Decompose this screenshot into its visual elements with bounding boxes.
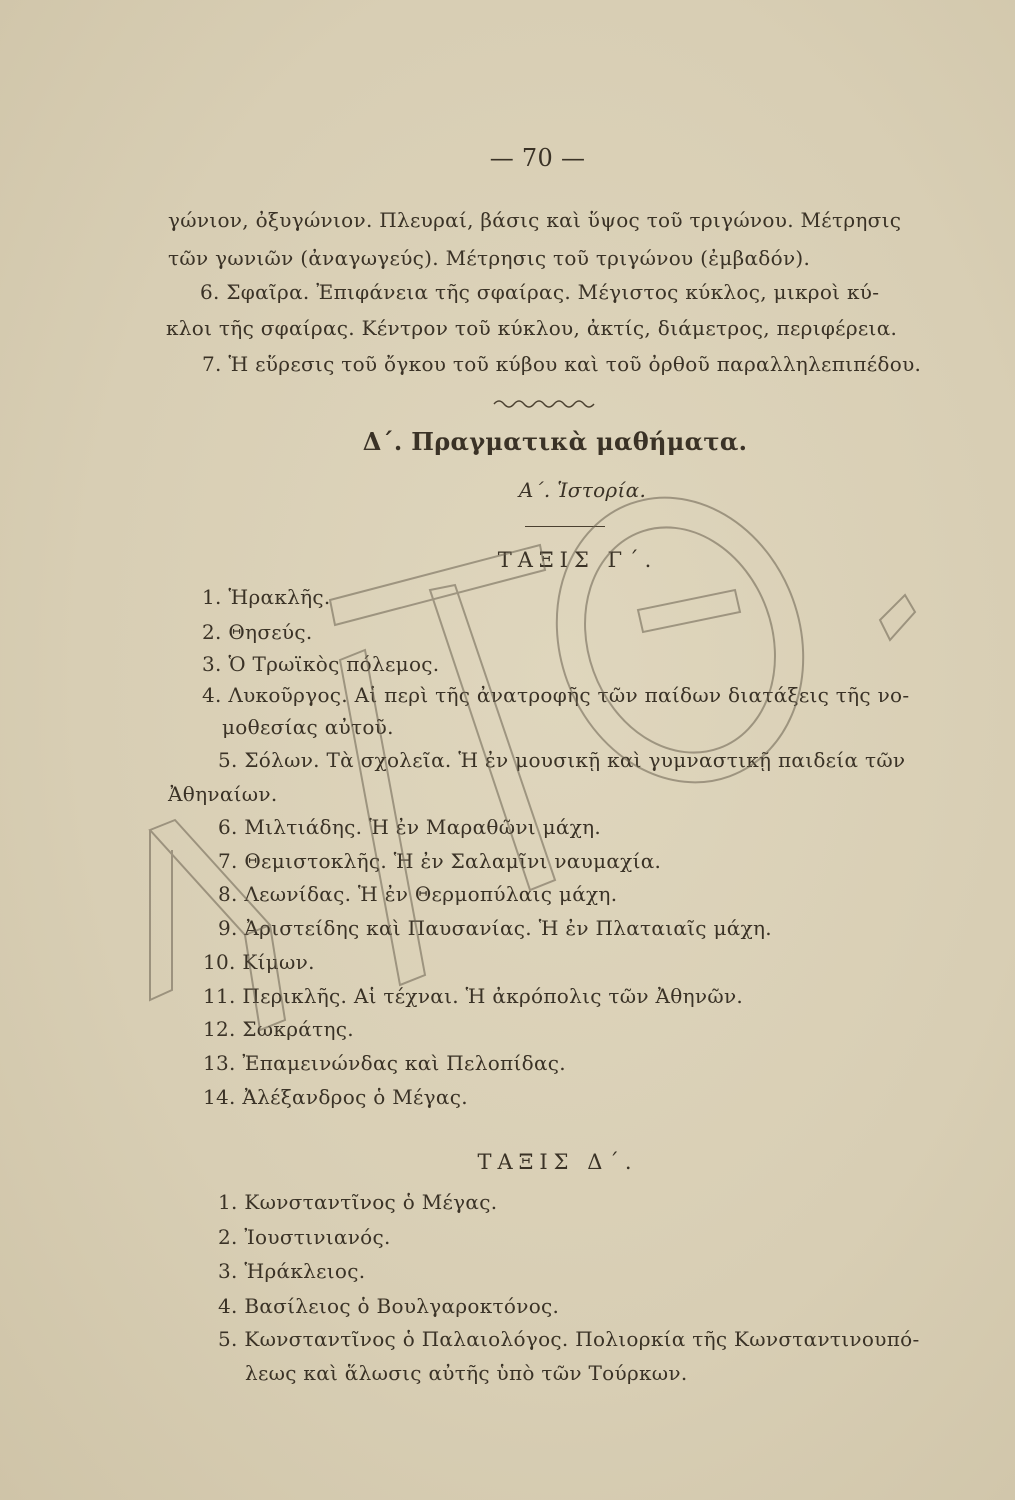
list-item: 4. Βασίλειος ὁ Βουλγαροκτόνος. xyxy=(218,1294,560,1318)
section-heading: Δ΄. Πραγματικὰ μαθήματα. xyxy=(362,427,748,456)
text-line: 7. Ἡ εὕρεσις τοῦ ὄγκου τοῦ κύβου καὶ τοῦ ὀρθοῦ παραλληλεπιπέδου. xyxy=(202,352,922,376)
list-item: 2. Ἰουστινιανός. xyxy=(218,1225,391,1249)
list-item-continuation: Ἀθηναίων. xyxy=(168,782,278,806)
list-item-continuation: λεως καὶ ἅλωσις αὐτῆς ὑπὸ τῶν Τούρκων. xyxy=(245,1361,688,1385)
list-item: 7. Θεμιστοκλῆς. Ἡ ἐν Σαλαμῖνι ναυμαχία. xyxy=(218,849,662,873)
list-item: 13. Ἐπαμεινώνδας καὶ Πελοπίδας. xyxy=(203,1051,566,1075)
list-item: 12. Σωκράτης. xyxy=(203,1017,354,1041)
list-item: 11. Περικλῆς. Αἱ τέχναι. Ἡ ἀκρόπολις τῶν Ἀθηνῶν. xyxy=(203,984,744,1008)
list-item: 5. Κωνσταντῖνος ὁ Παλαιολόγος. Πολιορκία τῆς Κωνσταντινουπό- xyxy=(218,1327,920,1351)
list-item: 8. Λεωνίδας. Ἡ ἐν Θερμοπύλαις μάχη. xyxy=(218,882,618,906)
text-line: τῶν γωνιῶν (ἀναγωγεύς). Μέτρησις τοῦ τριγώνου (ἐμβαδόν). xyxy=(168,246,811,270)
text-line: γώνιον, ὀξυγώνιον. Πλευραί, βάσις καὶ ὕψος τοῦ τριγώνου. Μέτρησις xyxy=(168,208,902,232)
list-item: 1. Ἡρακλῆς. xyxy=(202,585,331,609)
list-item: 4. Λυκοῦργος. Αἱ περὶ τῆς ἀνατροφῆς τῶν παίδων διατάξεις τῆς νο- xyxy=(202,683,910,707)
page-number: — 70 — xyxy=(489,144,586,172)
list-item: 3. Ὁ Τρωϊκὸς πόλεμος. xyxy=(202,652,440,676)
text-line: 6. Σφαῖρα. Ἐπιφάνεια τῆς σφαίρας. Μέγιστος κύκλος, μικροὶ κύ- xyxy=(200,280,880,304)
list-item: 1. Κωνσταντῖνος ὁ Μέγας. xyxy=(218,1190,498,1214)
list-item: 5. Σόλων. Τὰ σχολεῖα. Ἡ ἐν μουσικῇ καὶ γυμναστικῇ παιδεία τῶν xyxy=(218,748,906,772)
class-heading-c: ΤΑΞΙΣ Γ΄. xyxy=(497,548,658,572)
list-item: 2. Θησεύς. xyxy=(202,620,313,644)
list-item: 14. Ἀλέξανδρος ὁ Μέγας. xyxy=(203,1085,468,1109)
list-item-continuation: μοθεσίας αὐτοῦ. xyxy=(222,715,394,739)
list-item: 3. Ἡράκλειος. xyxy=(218,1259,366,1283)
class-heading-d: ΤΑΞΙΣ Δ΄. xyxy=(477,1150,638,1174)
subsection-heading: Α΄. Ἱστορία. xyxy=(518,478,647,502)
list-item: 9. Ἀριστείδης καὶ Παυσανίας. Ἡ ἐν Πλαταιαῖς μάχη. xyxy=(218,916,772,940)
list-item: 10. Κίμων. xyxy=(203,950,315,974)
list-item: 6. Μιλτιάδης. Ἡ ἐν Μαραθῶνι μάχη. xyxy=(218,815,602,839)
text-line: κλοι τῆς σφαίρας. Κέντρον τοῦ κύκλου, ἀκτίς, διάμετρος, περιφέρεια. xyxy=(166,316,898,340)
